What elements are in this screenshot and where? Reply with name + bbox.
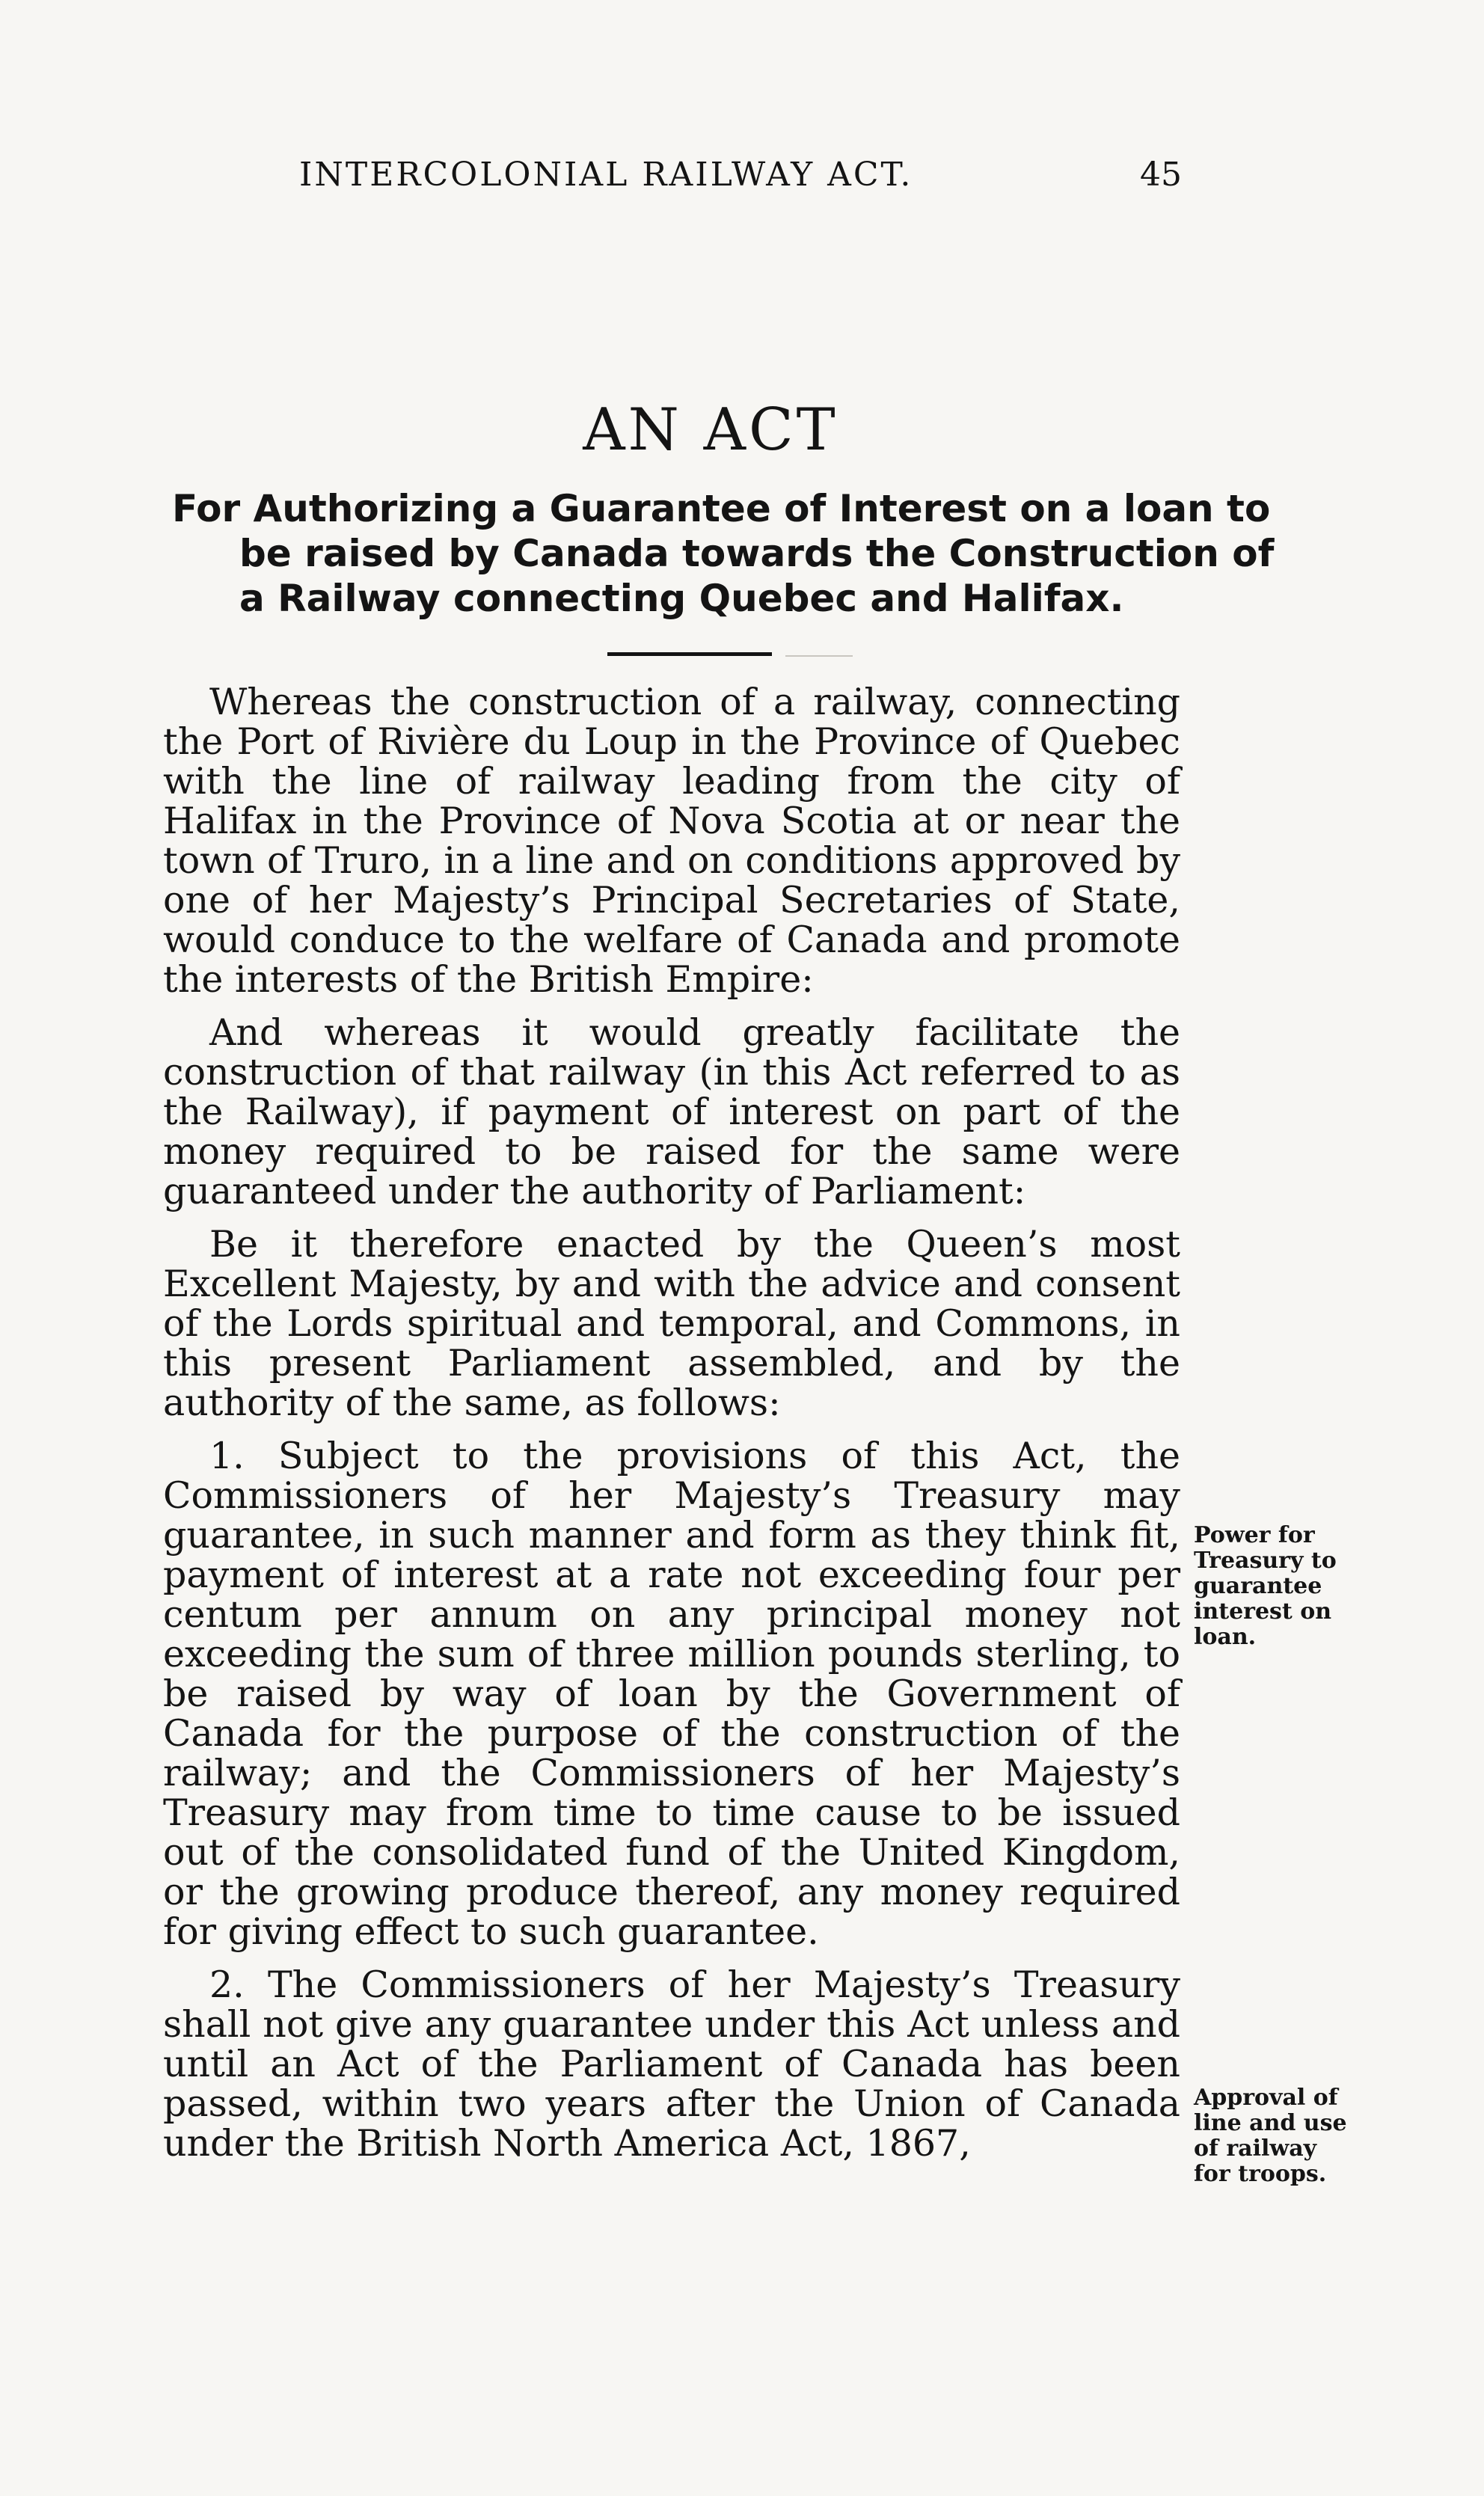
preamble-whereas: Whereas the construction of a railway, connecting the Port of Rivière du Loup in the Province of Quebec with the line of railway leading from the city of Halifax in the Province of Nova Scotia at or near the town of Truro, in a line and on conditions approved by one of her Majesty’s Principal Secretaries of State, would conduce to the welfare of Canada and promote the interests of the British Empire: [163,681,1180,1001]
title-rule-faint [785,655,853,657]
marginal-note-line: for troops. [1194,2161,1327,2187]
title-rule [607,652,772,656]
marginal-note-line: interest on [1194,1598,1332,1625]
preamble-and-whereas: And whereas it would greatly facilitate the construction of that railway (in this Act referred to as the Railway), if payment of interest on part of the money required to be raised for the same were guaranteed under the authority of Parliament: [163,1011,1180,1212]
page-number: 45 [1140,156,1182,194]
act-title: AN ACT [583,396,838,464]
marginal-note-section-2 [1194,2085,1411,2187]
running-head [299,156,1182,200]
marginal-note-line: Power for [1194,1522,1315,1548]
running-title: INTERCOLONIAL RAILWAY ACT. [299,156,913,194]
marginal-note-line: guarantee [1194,1573,1322,1599]
marginal-note-line: loan. [1194,1624,1257,1650]
enacting-clause: Be it therefore enacted by the Queen’s most Excellent Majesty, by and with the advice and consent of the Lords spiritual and temporal, and Commons, in this present Parliament assembled, and by the authority of the same, as follows: [163,1223,1180,1424]
marginal-note-line: Approval of [1194,2085,1338,2111]
section-1: 1. Subject to the provisions of this Act, the Commissioners of her Majesty’s Treasury may guarantee, in such manner and form as they think fit, payment of interest at a rate not exceeding four per centum per annum on any principal money not exceeding the sum of three million pounds sterling, to be raised by way of loan by the Government of Canada for the purpose of the construction of the railway; and the Commissioners of her Majesty’s Treasury may from time to time cause to be issued out of the consolidated fund of the United Kingdom, or the growing produce thereof, any money required for giving effect to such guarantee. [163,1435,1180,1953]
act-body [163,682,1180,2177]
act-subtitle [172,486,1275,621]
marginal-note-line: Treasury to [1194,1548,1337,1574]
act-subtitle-line: For Authorizing a Guarantee of Interest on a loan to [172,487,1271,530]
act-subtitle-line: a Railway connecting Quebec and Halifax. [239,577,1124,620]
marginal-note-line: of railway [1194,2135,1317,2162]
marginal-note-section-1 [1194,1523,1411,1650]
marginal-note-line: line and use [1194,2110,1347,2136]
section-2: 2. The Commissioners of her Majesty’s Treasury shall not give any guarantee under this Act unless and until an Act of the Parliament of Canada has been passed, within two years after the Union of Canada under the British North America Act, 1867, [163,1963,1180,2165]
act-subtitle-line: be raised by Canada towards the Construction of [239,532,1275,575]
